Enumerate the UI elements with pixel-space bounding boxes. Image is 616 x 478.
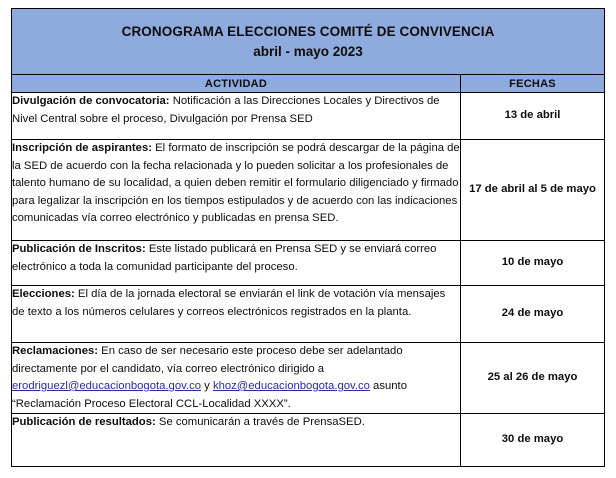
activity-label: Divulgación de convocatoria:: [12, 95, 170, 107]
table-row: [12, 286, 605, 343]
column-header-fechas: FECHAS: [461, 75, 605, 93]
date-cell: 24 de mayo: [461, 286, 605, 343]
activity-label: Elecciones:: [12, 288, 75, 300]
page-subtitle: abril - mayo 2023: [253, 43, 363, 59]
table-row: [12, 93, 605, 140]
activity-label: Publicación de Inscritos:: [12, 243, 146, 255]
table-row: [12, 140, 605, 241]
activity-text: El formato de inscripción se podrá descargar de la página de la SED de acuerdo con la fecha relacionada y lo pueden solicitar a los profesionales de talento humano de su localidad, a quien deben remitir el formulario diligenciado y firmado para legalizar la inscripción en los tiempos estipulados y de acuerdo con las indicaciones comunicadas vía correo electrónico y publicadas en prensa SED.: [12, 142, 460, 224]
activity-text: Notificación a las Direcciones Locales y Directivos de Nivel Central sobre el proceso, Divulgación por Prensa SED: [12, 95, 440, 125]
date-cell: 17 de abril al 5 de mayo: [461, 140, 605, 241]
date-cell: 10 de mayo: [461, 241, 605, 286]
activity-cell: [12, 140, 461, 241]
activity-text: El día de la jornada electoral se enviarán el link de votación vía mensajes de texto a los números celulares y correos electrónicos registrados en la planta.: [12, 288, 446, 318]
email-link-erodriguezl[interactable]: erodriguezl@educacionbogota.gov.co: [12, 380, 201, 392]
activity-text-conjunction: y: [201, 380, 213, 392]
activity-text: Se comunicarán a través de PrensaSED.: [155, 416, 365, 428]
cronograma-table: [11, 8, 605, 467]
column-header-actividad: ACTIVIDAD: [12, 75, 461, 93]
table-title-row: [12, 9, 605, 75]
table-row: [12, 343, 605, 414]
table-header-row: [12, 75, 605, 93]
activity-text: Este listado publicará en Prensa SED y se enviará correo electrónico a toda la comunidad participante del proceso.: [12, 243, 437, 273]
date-cell: 13 de abril: [461, 93, 605, 140]
activity-cell: [12, 286, 461, 343]
email-link-khoz[interactable]: khoz@educacionbogota.gov.co: [212, 380, 370, 392]
date-cell: 30 de mayo: [461, 414, 605, 467]
activity-text: En caso de ser necesario este proceso debe ser adelantado directamente por el candidato, vía correo electrónico dirigido a: [12, 345, 403, 375]
activity-label: Reclamaciones:: [12, 345, 99, 357]
activity-cell: [12, 241, 461, 286]
document-title-cell: [12, 9, 605, 75]
activity-cell: [12, 93, 461, 140]
table-row: [12, 414, 605, 467]
activity-label: Publicación de resultados:: [12, 416, 156, 428]
date-cell: 25 al 26 de mayo: [461, 343, 605, 414]
page-title: CRONOGRAMA ELECCIONES COMITÉ DE CONVIVENCIA: [121, 23, 495, 39]
activity-label: Inscripción de aspirantes:: [12, 142, 152, 154]
table-row: [12, 241, 605, 286]
activity-cell: [12, 414, 461, 467]
activity-text-tail: asunto “Reclamación Proceso Electoral CCL-Localidad XXXX”.: [12, 380, 407, 410]
activity-cell: [12, 343, 461, 414]
